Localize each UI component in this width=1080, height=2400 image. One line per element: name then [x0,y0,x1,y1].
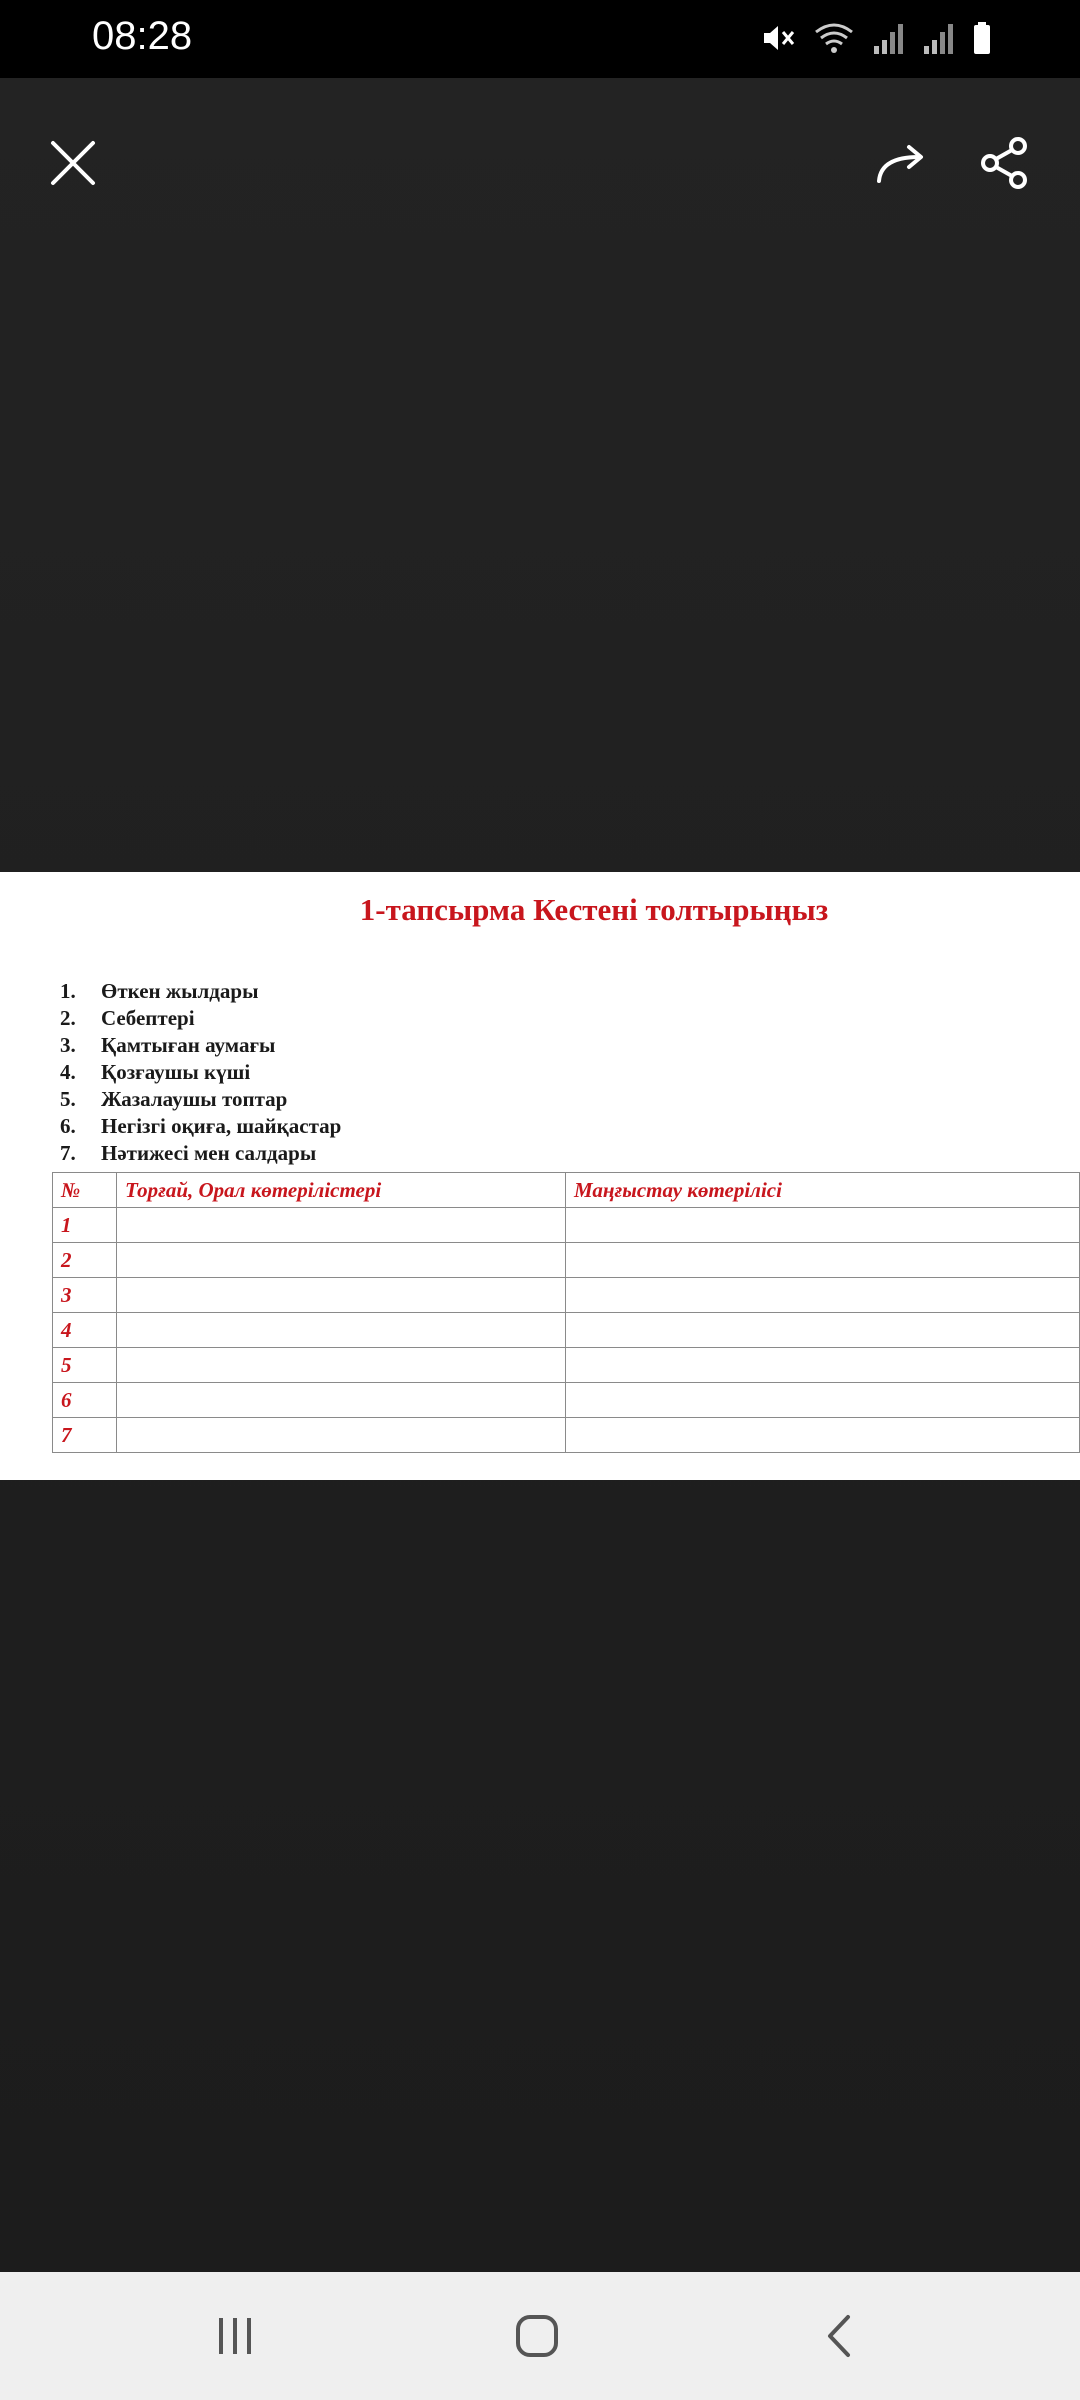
home-icon [514,2313,560,2359]
table-cell [117,1383,566,1418]
recent-apps-icon [213,2314,257,2358]
table-cell [117,1208,566,1243]
document-list [60,978,341,1167]
table-cell [566,1418,1080,1453]
home-button[interactable] [492,2300,582,2372]
recent-apps-button[interactable] [190,2300,280,2372]
list-item-text: Жазалаушы топтар [101,1087,288,1111]
battery-icon [972,20,992,56]
list-item-number: 6. [60,1114,76,1138]
navigation-bar [0,2272,1080,2400]
list-item-number: 2. [60,1006,76,1030]
back-icon [824,2313,854,2359]
share-icon [978,136,1032,190]
list-item-number: 7. [60,1141,76,1165]
list-item [60,1113,341,1140]
table-cell [566,1278,1080,1313]
list-item-number: 4. [60,1060,76,1084]
table-row [53,1348,1080,1383]
signal-icon [922,20,956,56]
document-table [52,1172,1080,1453]
table-row-number: 4 [53,1313,117,1348]
table-row [53,1418,1080,1453]
list-item-number: 3. [60,1033,76,1057]
table-row-number: 7 [53,1418,117,1453]
table-row-number: 2 [53,1243,117,1278]
list-item [60,1059,341,1086]
status-bar [0,0,1080,78]
wifi-icon [812,20,856,56]
list-item [60,1032,341,1059]
list-item-text: Негізгі оқиға, шайқастар [101,1114,342,1138]
table-cell [566,1208,1080,1243]
list-item-number: 5. [60,1087,76,1111]
back-button[interactable] [794,2300,884,2372]
table-row [53,1278,1080,1313]
table-cell [117,1348,566,1383]
forward-button[interactable] [866,128,936,198]
list-item-text: Өткен жылдары [101,979,259,1003]
status-icons [760,18,992,58]
document-image[interactable] [0,872,1080,1480]
document-title: 1-тапсырма Кестені толтырыңыз [359,892,829,927]
list-item-text: Қозғаушы күші [101,1060,251,1084]
table-row [53,1383,1080,1418]
list-item [60,1005,341,1032]
list-item [60,1140,341,1167]
table-cell [566,1313,1080,1348]
table-header-row [53,1173,1080,1208]
table-row [53,1313,1080,1348]
table-header-number: № [53,1173,117,1208]
table-cell [117,1418,566,1453]
table-row [53,1243,1080,1278]
table-cell [566,1383,1080,1418]
mute-icon [760,20,796,56]
list-item-text: Қамтыған аумағы [101,1033,276,1057]
list-item-text: Себептері [101,1006,195,1030]
table-row-number: 6 [53,1383,117,1418]
list-item-text: Нәтижесі мен салдары [101,1141,317,1165]
close-button[interactable] [38,128,108,198]
table-row-number: 5 [53,1348,117,1383]
forward-icon [873,139,929,187]
list-item [60,1086,341,1113]
close-icon [48,138,98,188]
status-time: 08:28 [92,14,193,58]
table-cell [117,1243,566,1278]
list-item-number: 1. [60,979,76,1003]
signal-icon [872,20,906,56]
share-button[interactable] [970,128,1040,198]
table-header-mangystau: Маңғыстау көтерілісі [566,1173,1080,1208]
table-row-number: 1 [53,1208,117,1243]
table-cell [117,1278,566,1313]
table-cell [566,1243,1080,1278]
list-item [60,978,341,1005]
table-header-torgai-oral: Торғай, Орал көтерілістері [117,1173,566,1208]
table-cell [566,1348,1080,1383]
table-row-number: 3 [53,1278,117,1313]
table-cell [117,1313,566,1348]
table-row [53,1208,1080,1243]
